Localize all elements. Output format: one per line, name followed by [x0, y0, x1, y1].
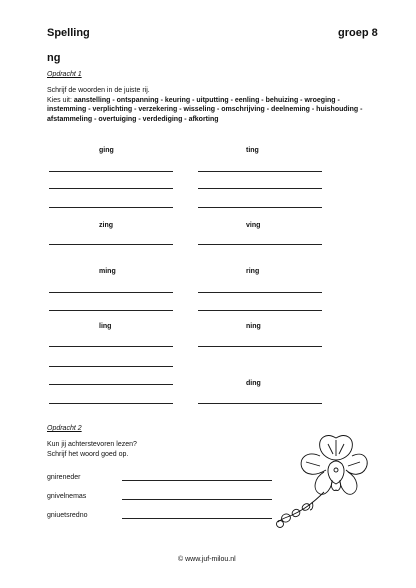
answer-line[interactable] — [122, 499, 272, 500]
page-title: Spelling — [47, 27, 90, 39]
group-label-ring: ring — [246, 268, 260, 275]
answer-line[interactable] — [122, 518, 272, 519]
reversed-word-2: gnivelnemas — [47, 493, 87, 500]
opdracht1-title: Opdracht 1 — [47, 71, 82, 78]
group-label-ving: ving — [246, 222, 261, 229]
group-label-ning: ning — [246, 323, 261, 330]
answer-line[interactable] — [198, 188, 322, 189]
opdracht1-instructions — [47, 86, 377, 124]
answer-line[interactable] — [198, 292, 322, 293]
answer-line[interactable] — [122, 480, 272, 481]
kies-words-1: aanstelling - ontspanning - keuring - uitputting - eenling - behuizing - wroeging - — [73, 96, 340, 104]
group-label-ling: ling — [99, 323, 112, 330]
answer-line[interactable] — [198, 171, 322, 172]
answer-line[interactable] — [198, 207, 322, 208]
answer-line[interactable] — [49, 403, 173, 404]
answer-line[interactable] — [49, 207, 173, 208]
kies-line-1 — [47, 96, 377, 106]
kies-words-2: instemming - verplichting - verzekering - wisseling - omschrijving - deelneming - huishouding - — [47, 106, 363, 114]
answer-line[interactable] — [198, 244, 322, 245]
answer-line[interactable] — [49, 292, 173, 293]
answer-line[interactable] — [49, 366, 173, 367]
opdracht2-instruction: Schrijf het woord goed op. — [47, 450, 129, 458]
opdracht2-instructions — [47, 440, 137, 459]
group-label-zing: zing — [99, 222, 113, 229]
group-label-ming: ming — [99, 268, 116, 275]
answer-line[interactable] — [49, 188, 173, 189]
group-label-ting: ting — [246, 147, 259, 154]
answer-line[interactable] — [198, 346, 322, 347]
answer-line[interactable] — [49, 310, 173, 311]
kies-words-3: afstammeling - overtuiging - verdediging - afkorting — [47, 115, 219, 123]
answer-line[interactable] — [198, 310, 322, 311]
orchid-flower-drawing — [276, 430, 371, 530]
group-label-ding: ding — [246, 380, 261, 387]
opdracht2-question: Kun jij achterstevoren lezen? — [47, 441, 137, 448]
footer-website: © www.juf-milou.nl — [178, 556, 236, 563]
answer-line[interactable] — [49, 171, 173, 172]
answer-line[interactable] — [49, 384, 173, 385]
opdracht2-title: Opdracht 2 — [47, 425, 82, 432]
topic-heading: ng — [47, 52, 61, 64]
reversed-word-3: gniuetsredno — [47, 512, 88, 519]
group-label-ging: ging — [99, 147, 114, 154]
answer-line[interactable] — [198, 403, 322, 404]
answer-line[interactable] — [49, 244, 173, 245]
opdracht1-instruction: Schrijf de woorden in de juiste rij. — [47, 87, 150, 94]
grade-label: groep 8 — [338, 27, 378, 39]
answer-line[interactable] — [49, 346, 173, 347]
reversed-word-1: gnireneder — [47, 474, 81, 481]
kies-prefix: Kies uit: — [47, 96, 74, 104]
